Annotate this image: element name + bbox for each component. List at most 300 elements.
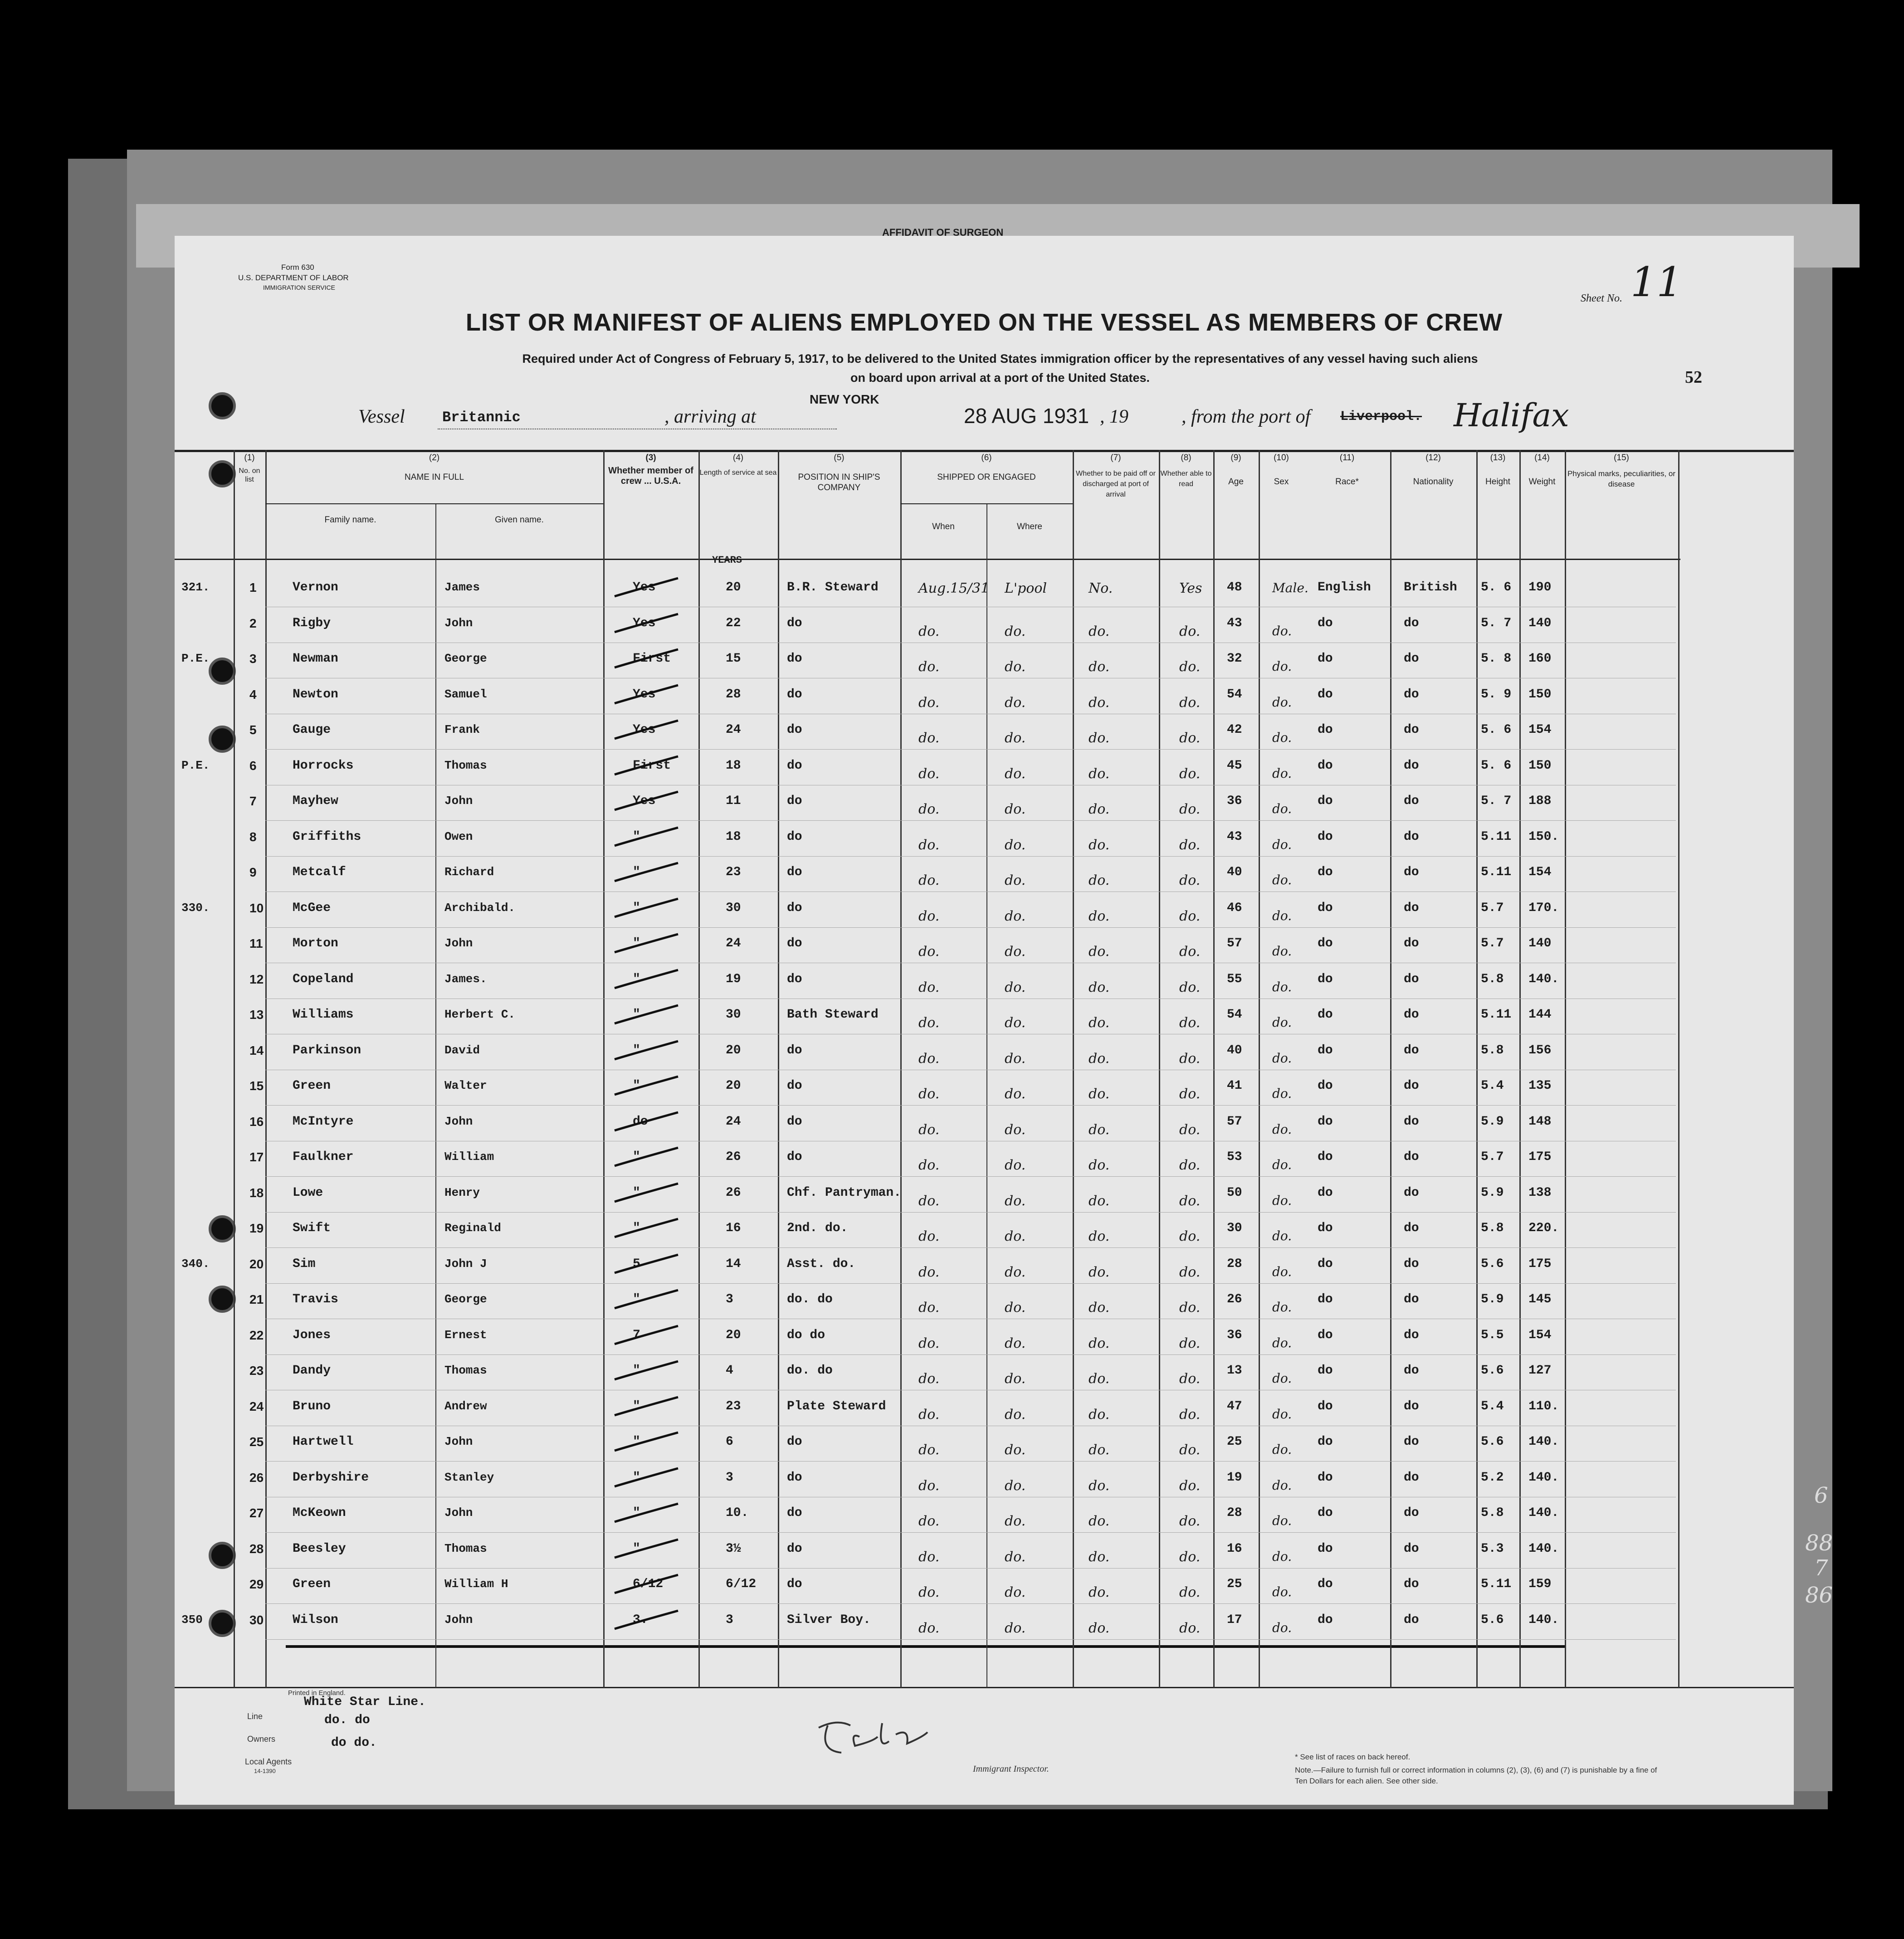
cell-height: 5. 7 [1481,616,1512,630]
cell-nat: do [1404,1079,1419,1093]
cell-position: Silver Boy. [787,1613,871,1627]
col-14-header: (14) Weight [1528,453,1556,487]
col-divider [1678,450,1679,1688]
cell-nat: do [1404,1399,1419,1413]
sheet-label: Sheet No. [1581,292,1622,304]
cell-weight: 160 [1528,652,1552,666]
col-4-header: (4) Length of service at sea [699,453,777,477]
from-port-struck: Liverpool. [1340,409,1422,424]
cell-race: do [1318,616,1333,630]
cell-height: 5. 6 [1481,580,1512,594]
cell-paid: do. [1089,1584,1110,1600]
row-rule [265,1176,1676,1177]
cell-family: Green [293,1079,331,1093]
cell-service: 26 [726,1150,741,1164]
cell-family: Faulkner [293,1150,354,1164]
cell-where: do. [1005,801,1026,817]
subtitle-line-2: on board upon arrival at a port of the United States. [850,371,1150,385]
cell-nat: do [1404,901,1419,915]
sheet-number: 11 [1631,258,1683,306]
year-prefix: , 19 [1100,406,1128,427]
check-mark-icon [610,968,687,999]
cell-nat: British [1404,580,1457,594]
cell-age: 25 [1227,1435,1242,1449]
cell-no: 13 [249,1008,264,1022]
cell-margin: 350 [181,1613,203,1627]
cell-family: Jones [293,1328,331,1342]
cell-given: George [444,1292,487,1306]
cell-read: do. [1179,623,1201,639]
cell-sex: do. [1272,1442,1292,1457]
cell-position: do [787,972,802,986]
cell-nat: do [1404,1328,1419,1342]
cell-family: McKeown [293,1506,346,1520]
cell-service: 6/12 [726,1577,757,1591]
cell-age: 19 [1227,1470,1242,1485]
cell-height: 5.6 [1481,1364,1504,1378]
cell-sex: do. [1272,1477,1292,1493]
cell-member: " [633,1043,640,1057]
cell-weight: 140. [1528,1506,1559,1520]
cell-given: John [444,616,473,630]
cell-member: " [633,1399,640,1413]
cell-family: Newman [293,652,338,666]
penalty-note: Note.—Failure to furnish full or correct information in columns (2), (3), (6) and (7) is punishable by a fine of Ten Dollars for each alien. See other side. [1295,1766,1657,1785]
cell-read: do. [1179,1549,1201,1565]
cell-height: 5.4 [1481,1399,1504,1413]
check-mark-icon [610,1145,687,1177]
cell-given: Herbert C. [444,1008,516,1021]
cell-position: do [787,829,802,844]
check-mark-icon [610,1288,687,1320]
cell-sex: do. [1272,1620,1292,1635]
cell-race: do [1318,1257,1333,1271]
cell-member: " [633,1541,640,1556]
col-8-header: (8) Whether able to read [1160,453,1212,488]
cell-family: Bruno [293,1399,331,1413]
cell-weight: 140 [1528,936,1552,950]
cell-nat: do [1404,1043,1419,1057]
cell-read: do. [1179,1442,1201,1458]
check-mark-icon [610,1217,687,1248]
check-mark-icon [610,789,687,821]
cell-race: do [1318,901,1333,915]
cell-family: Copeland [293,972,354,986]
cell-member: 3. [633,1613,648,1627]
arrival-port: NEW YORK [810,392,879,406]
check-mark-icon [610,683,687,715]
cell-where: do. [1005,1264,1026,1280]
cell-race: do [1318,758,1333,773]
cell-paid: do. [1089,1157,1110,1173]
cell-when: do. [918,801,940,817]
cell-race: do [1318,1008,1333,1022]
cell-where: do. [1005,1371,1026,1387]
cell-where: do. [1005,1228,1026,1244]
col-divider [435,504,436,1688]
cell-age: 36 [1227,794,1242,808]
col-11-header: (11) Race* [1335,453,1359,487]
cell-member: Yes [633,687,656,702]
cell-given: Richard [444,865,494,879]
check-mark-icon [610,861,687,892]
cell-when: do. [918,979,940,995]
cell-sex: do. [1272,1228,1292,1243]
cell-given: John [444,1435,473,1448]
cell-position: do [787,1541,802,1556]
cell-when: do. [918,1335,940,1351]
cell-read: do. [1179,765,1201,782]
cell-sex: do. [1272,1121,1292,1137]
form-number: Form 630 [281,263,314,272]
check-mark-icon [610,932,687,964]
cell-weight: 220. [1528,1221,1559,1235]
cell-position: do. do [787,1292,833,1306]
cell-margin: 330. [181,901,210,915]
col-3-header: (3) Whether member of crew ... U.S.A. [608,453,693,486]
cell-paid: do. [1089,1193,1110,1209]
cell-age: 55 [1227,972,1242,986]
cell-service: 15 [726,652,741,666]
cell-weight: 140. [1528,1541,1559,1556]
cell-service: 3 [726,1292,733,1306]
cell-read: do. [1179,659,1201,675]
cell-weight: 170. [1528,901,1559,915]
cell-race: do [1318,865,1333,879]
cell-member: " [633,1185,640,1200]
cell-family: Swift [293,1221,331,1235]
row-rule [265,927,1676,928]
cell-position: Bath Steward [787,1008,879,1022]
cell-family: Sim [293,1257,316,1271]
cell-sex: do. [1272,1335,1292,1350]
cell-read: do. [1179,908,1201,924]
binder-hole [209,392,236,419]
cell-family: Lowe [293,1185,323,1200]
cell-position: do [787,1150,802,1164]
cell-member: " [633,1150,640,1164]
cell-position: do [787,1577,802,1591]
cell-race: do [1318,1150,1333,1164]
cell-race: do [1318,1292,1333,1306]
margin-note: 7 [1814,1555,1828,1581]
cell-race: do [1318,1364,1333,1378]
cell-given: Thomas [444,758,487,772]
cell-paid: No. [1089,580,1113,596]
cell-where: do. [1005,1442,1026,1458]
cell-weight: 190 [1528,580,1552,594]
cell-sex: do. [1272,730,1292,745]
cell-member: " [633,1221,640,1235]
col-divider [1259,450,1260,1688]
cell-when: do. [918,765,940,782]
cell-height: 5.6 [1481,1435,1504,1449]
cell-paid: do. [1089,1300,1110,1315]
col-divider [1476,450,1478,1688]
cell-service: 18 [726,758,741,773]
check-mark-icon [610,825,687,857]
row-rule [265,749,1676,750]
col-divider [1565,450,1566,1688]
cell-weight: 154 [1528,865,1552,879]
cell-weight: 140. [1528,1470,1559,1485]
cell-weight: 150. [1528,829,1559,844]
cell-no: 10 [249,901,264,915]
date-stamp: 28 AUG 1931 [964,404,1089,428]
cell-weight: 144 [1528,1008,1552,1022]
cell-read: do. [1179,1193,1201,1209]
cell-height: 5.8 [1481,1043,1504,1057]
cell-weight: 145 [1528,1292,1552,1306]
cell-where: do. [1005,1086,1026,1102]
end-of-list-rule [286,1645,1565,1648]
check-mark-icon [610,1608,687,1640]
row-rule [265,1283,1676,1284]
cell-race: do [1318,794,1333,808]
cell-race: do [1318,1328,1333,1342]
cell-where: do. [1005,1549,1026,1565]
cell-family: Morton [293,936,338,950]
owners-label: Owners [247,1734,276,1744]
cell-when: do. [918,659,940,675]
cell-given: Thomas [444,1364,487,1377]
row-rule [265,1461,1676,1462]
cell-position: do [787,1043,802,1057]
cell-race: do [1318,723,1333,737]
given-name-header: Given name. [495,515,544,525]
cell-nat: do [1404,829,1419,844]
cell-race: do [1318,1506,1333,1520]
cell-age: 28 [1227,1257,1242,1271]
col-divider [1159,450,1160,1688]
cell-read: do. [1179,1300,1201,1315]
cell-position: do [787,936,802,950]
cell-family: Wilson [293,1613,338,1627]
col-9-header: (9) Age [1228,453,1244,487]
cell-nat: do [1404,758,1419,773]
row-rule [265,1603,1676,1604]
cell-race: do [1318,936,1333,950]
binder-hole [209,1286,236,1313]
cell-where: do. [1005,1015,1026,1031]
cell-nat: do [1404,723,1419,737]
cell-family: Griffiths [293,829,361,844]
col-divider [265,450,267,1688]
when-header: When [932,522,955,531]
cell-race: do [1318,652,1333,666]
cell-when: do. [918,1086,940,1102]
vessel-name: Britannic [442,409,521,426]
where-header: Where [1017,522,1042,531]
binder-hole [209,726,236,753]
row-rule [265,1212,1676,1213]
cell-sex: do. [1272,944,1292,959]
form-code: 14-1390 [254,1768,276,1774]
cell-age: 26 [1227,1292,1242,1306]
cell-when: do. [918,1121,940,1138]
cell-race: English [1318,580,1371,594]
cell-race: do [1318,1185,1333,1200]
page-number: 52 [1685,368,1702,387]
cell-sex: do. [1272,1371,1292,1386]
cell-read: do. [1179,1371,1201,1387]
col-divider [1519,450,1521,1688]
cell-sex: do. [1272,659,1292,674]
cell-where: do. [1005,1477,1026,1494]
cell-sex: do. [1272,1549,1292,1564]
row-rule [265,1247,1676,1248]
cell-member: do [633,1114,648,1129]
cell-where: do. [1005,979,1026,995]
cell-no: 28 [249,1541,264,1556]
table-bottom-rule [175,1687,1794,1688]
cell-race: do [1318,1114,1333,1129]
years-label: YEARS [712,555,742,566]
family-name-header: Family name. [324,515,376,525]
cell-sex: do. [1272,801,1292,816]
cell-service: 10. [726,1506,749,1520]
cell-service: 26 [726,1185,741,1200]
cell-paid: do. [1089,1228,1110,1244]
races-note: * See list of races on back hereof. [1295,1753,1411,1761]
cell-paid: do. [1089,1121,1110,1138]
cell-where: do. [1005,1335,1026,1351]
cell-race: do [1318,687,1333,702]
col-divider [778,450,779,1688]
cell-no: 17 [249,1150,264,1164]
cell-read: do. [1179,872,1201,888]
cell-weight: 150 [1528,687,1552,702]
cell-service: 11 [726,794,741,808]
cell-position: do. do [787,1364,833,1378]
cell-no: 20 [249,1257,264,1271]
cell-no: 23 [249,1364,264,1378]
cell-nat: do [1404,865,1419,879]
cell-sex: do. [1272,1513,1292,1528]
cell-when: Aug.15/31 [918,580,990,596]
cell-when: do. [918,1193,940,1209]
cell-member: 7 [633,1328,640,1342]
cell-given: David [444,1043,480,1057]
cell-when: do. [918,1050,940,1067]
cell-service: 20 [726,1079,741,1093]
cell-family: Beesley [293,1541,346,1556]
cell-family: Newton [293,687,338,702]
cell-weight: 159 [1528,1577,1552,1591]
cell-sex: do. [1272,694,1292,710]
check-mark-icon [610,612,687,643]
col-divider [986,504,987,1688]
cell-paid: do. [1089,659,1110,675]
cell-read: do. [1179,1584,1201,1600]
cell-service: 23 [726,1399,741,1413]
cell-member: " [633,972,640,986]
cell-paid: do. [1089,1050,1110,1067]
col-divider [603,450,605,1688]
cell-position: 2nd. do. [787,1221,848,1235]
cell-member: 6/12 [633,1577,664,1591]
cell-no: 12 [249,972,264,986]
cell-when: do. [918,623,940,639]
check-mark-icon [610,1110,687,1142]
cell-height: 5.9 [1481,1114,1504,1129]
cell-service: 30 [726,901,741,915]
cell-race: do [1318,1043,1333,1057]
cell-given: Thomas [444,1541,487,1555]
shipped-subheader-rule [900,503,1073,504]
cell-service: 20 [726,1043,741,1057]
check-mark-icon [610,1039,687,1071]
cell-paid: do. [1089,1477,1110,1494]
cell-age: 17 [1227,1613,1242,1627]
margin-note: 86 [1805,1583,1833,1608]
row-rule [265,1105,1676,1106]
cell-family: Travis [293,1292,338,1306]
cell-member: " [633,1079,640,1093]
department-label: U.S. DEPARTMENT OF LABOR [238,273,349,282]
cell-position: do [787,1435,802,1449]
cell-family: Horrocks [293,758,354,773]
cell-height: 5.5 [1481,1328,1504,1342]
cell-race: do [1318,1399,1333,1413]
cell-read: Yes [1179,580,1202,596]
cell-weight: 140. [1528,972,1559,986]
cell-service: 3 [726,1613,733,1627]
manifest-page [175,227,1794,1805]
cell-where: do. [1005,765,1026,782]
cell-paid: do. [1089,1086,1110,1102]
cell-given: Stanley [444,1470,494,1484]
cell-read: do. [1179,1121,1201,1138]
cell-height: 5.11 [1481,1008,1512,1022]
cell-paid: do. [1089,872,1110,888]
page-title: LIST OR MANIFEST OF ALIENS EMPLOYED ON THE VESSEL AS MEMBERS OF CREW [465,309,1503,336]
cell-service: 4 [726,1364,733,1378]
cell-sex: do. [1272,1050,1292,1066]
cell-no: 30 [249,1613,264,1627]
cell-sex: do. [1272,1015,1292,1030]
cell-nat: do [1404,616,1419,630]
cell-no: 3 [249,652,257,666]
cell-nat: do [1404,936,1419,950]
cell-race: do [1318,1613,1333,1627]
cell-paid: do. [1089,1442,1110,1458]
subtitle-line-1: Required under Act of Congress of February 5, 1917, to be delivered to the United States immigration officer by the representatives of any vessel having such aliens [522,352,1478,365]
cell-nat: do [1404,1506,1419,1520]
col-15-header: (15) Physical marks, peculiarities, or disease [1567,453,1676,488]
cell-weight: 138 [1528,1185,1552,1200]
cell-paid: do. [1089,1371,1110,1387]
binder-hole [209,1542,236,1569]
cell-service: 22 [726,616,741,630]
cell-paid: do. [1089,730,1110,746]
cell-where: do. [1005,1513,1026,1529]
cell-family: Williams [293,1008,354,1022]
cell-when: do. [918,837,940,853]
cell-service: 14 [726,1257,741,1271]
service-label: IMMIGRATION SERVICE [263,284,335,291]
cell-service: 20 [726,580,741,594]
cell-when: do. [918,1228,940,1244]
cell-service: 23 [726,865,741,879]
cell-race: do [1318,1435,1333,1449]
col-divider [1073,450,1074,1688]
agents-value: do do. [331,1736,377,1750]
cell-paid: do. [1089,694,1110,711]
cell-weight: 140 [1528,616,1552,630]
printed-note: Printed in England. [288,1689,346,1697]
cell-family: McGee [293,901,331,915]
